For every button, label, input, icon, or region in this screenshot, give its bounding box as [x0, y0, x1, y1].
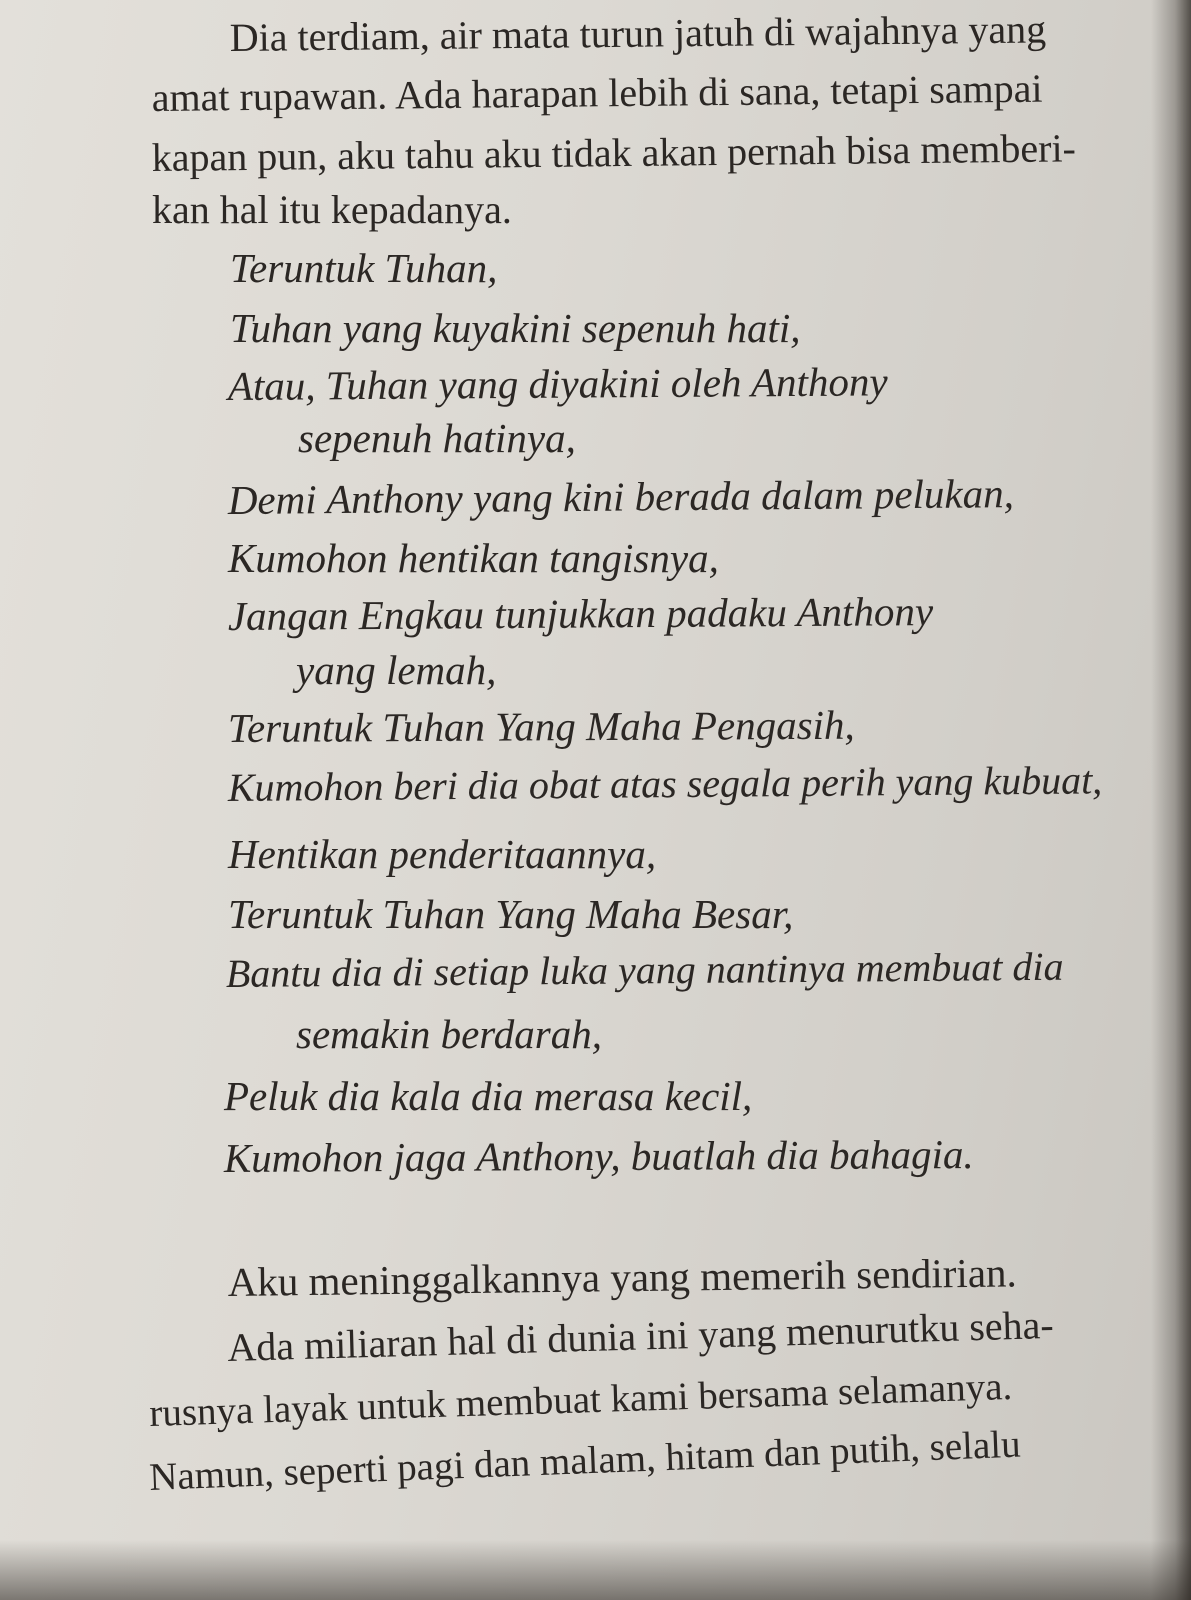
prayer-line-2: Tuhan yang kuyakini sepenuh hati, — [230, 305, 801, 351]
prayer-line-11: Hentikan penderitaannya, — [228, 831, 657, 877]
opening-line-4: kan hal itu kepadanya. — [152, 187, 512, 232]
prayer-line-15: Peluk dia kala dia merasa kecil, — [224, 1073, 753, 1119]
prayer-line-4: sepenuh hatinya, — [298, 415, 576, 461]
page-shadow-right — [1151, 0, 1191, 1600]
page-shadow-bottom — [0, 1540, 1191, 1600]
prayer-line-6: Kumohon hentikan tangisnya, — [228, 535, 719, 581]
prayer-line-7: Jangan Engkau tunjukkan padaku Anthony — [227, 588, 934, 639]
prayer-line-14: semakin berdarah, — [296, 1011, 602, 1057]
prayer-line-9: Teruntuk Tuhan Yang Maha Pengasih, — [227, 701, 855, 751]
prayer-line-10: Kumohon beri dia obat atas segala perih yang kubuat, — [227, 757, 1103, 810]
prayer-line-12: Teruntuk Tuhan Yang Maha Besar, — [228, 891, 794, 937]
closing-line-2: Ada miliaran hal di dunia ini yang menurutku seha- — [226, 1301, 1055, 1370]
opening-line-3: kapan pun, aku tahu aku tidak akan pernah bisa memberi- — [151, 125, 1077, 180]
prayer-line-8: yang lemah, — [296, 647, 497, 693]
closing-line-4: Namun, seperti pagi dan malam, hitam dan putih, selalu — [148, 1422, 1022, 1499]
prayer-line-5: Demi Anthony yang kini berada dalam pelukan, — [227, 470, 1015, 523]
prayer-line-13: Bantu dia di setiap luka yang nantinya membuat dia — [225, 943, 1064, 996]
closing-line-1: Aku meninggalkannya yang memerih sendirian. — [227, 1249, 1017, 1305]
opening-line-1: Dia terdiam, air mata turun jatuh di wajahnya yang — [229, 6, 1047, 60]
closing-line-3: rusnya layak untuk membuat kami bersama selamanya. — [148, 1364, 1013, 1435]
prayer-line-1: Teruntuk Tuhan, — [230, 245, 498, 291]
opening-line-2: amat rupawan. Ada harapan lebih di sana, tetapi sampai — [151, 65, 1043, 120]
prayer-line-3: Atau, Tuhan yang diyakini oleh Anthony — [227, 358, 888, 409]
prayer-line-16: Kumohon jaga Anthony, buatlah dia bahagia. — [223, 1131, 974, 1181]
